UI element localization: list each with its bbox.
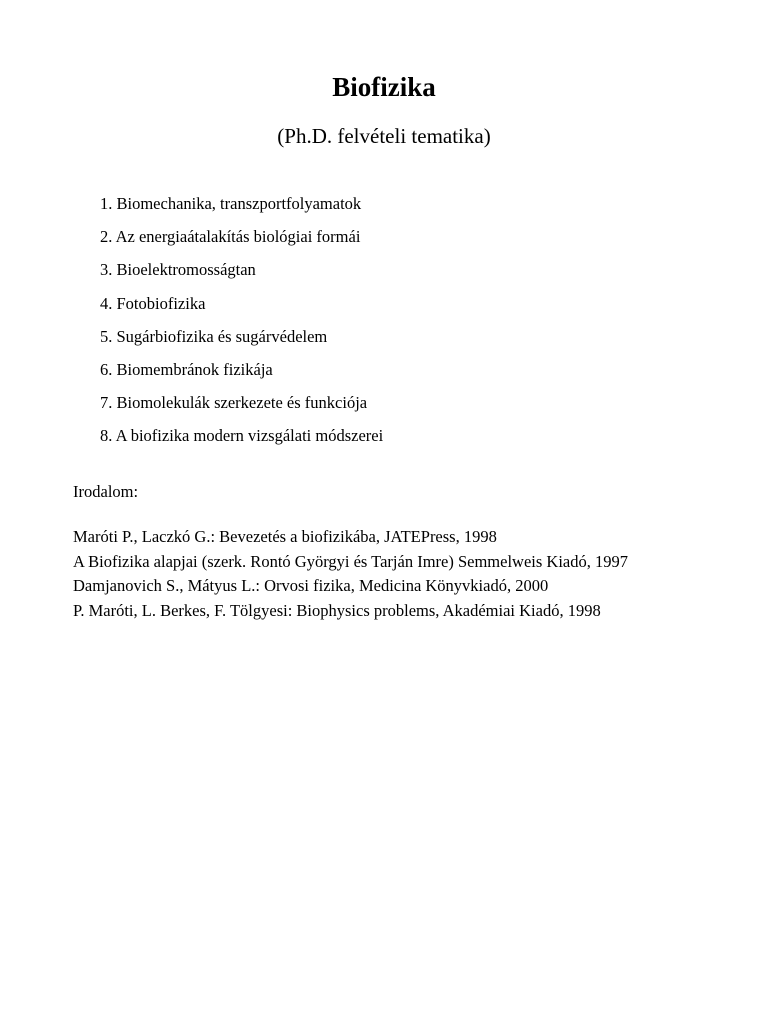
reference-list: [73, 525, 628, 623]
document-subtitle: (Ph.D. felvételi tematika): [277, 124, 491, 148]
topic-item: 3. Bioelektromosságtan: [100, 260, 256, 280]
topic-list: [100, 192, 383, 458]
topic-item: 1. Biomechanika, transzportfolyamatok: [100, 194, 362, 213]
topic-item: 2. Az energiaátalakítás biológiai formái: [100, 227, 361, 247]
topic-item: 7. Biomolekulák szerkezete és funkciója: [100, 393, 368, 413]
literature-heading: Irodalom:: [73, 482, 139, 501]
topic-item: 4. Fotobiofizika: [100, 293, 206, 313]
document-title: Biofizika: [332, 72, 436, 102]
reference-item: Maróti P., Laczkó G.: Bevezetés a biofizikába, JATEPress, 1998: [73, 527, 497, 546]
topic-item: 6. Biomembránok fizikája: [100, 359, 273, 379]
reference-item: P. Maróti, L. Berkes, F. Tölgyesi: Biophysics problems, Akadémiai Kiadó, 1998: [73, 600, 601, 620]
reference-item: Damjanovich S., Mátyus L.: Orvosi fizika, Medicina Könyvkiadó, 2000: [73, 576, 549, 595]
topic-item: 8. A biofizika modern vizsgálati módszerei: [100, 426, 384, 446]
reference-item: A Biofizika alapjai (szerk. Rontó Györgyi és Tarján Imre) Semmelweis Kiadó, 1997: [73, 551, 628, 571]
topic-item: 5. Sugárbiofizika és sugárvédelem: [100, 326, 328, 346]
